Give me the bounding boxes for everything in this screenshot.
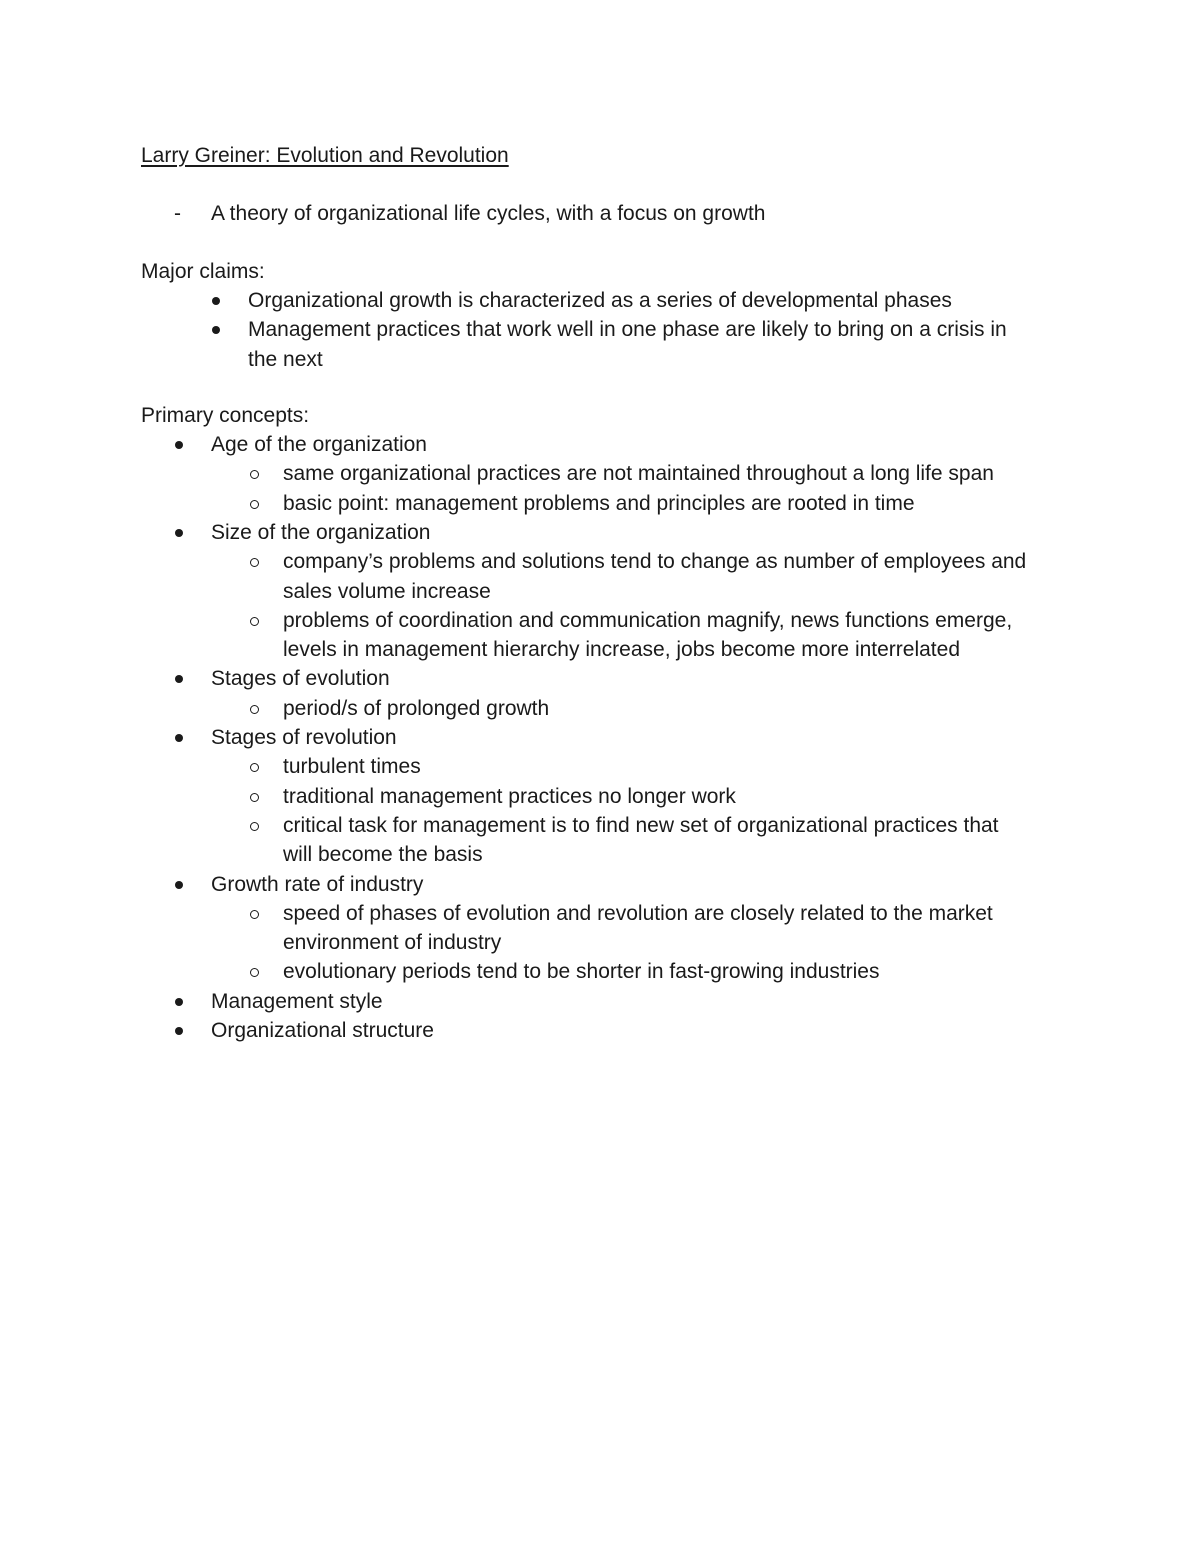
concept-detail: critical task for management is to find new set of organizational practices that [283, 813, 999, 837]
intro-text: A theory of organizational life cycles, with a focus on growth [211, 202, 766, 225]
hollow-bullet-icon [250, 558, 259, 567]
bullet-icon [212, 326, 220, 334]
hollow-bullet-icon [250, 500, 259, 509]
bullet-icon [175, 529, 183, 537]
hollow-bullet-icon [250, 470, 259, 479]
concept-detail: levels in management hierarchy increase, jobs become more interrelated [283, 638, 961, 662]
hollow-bullet-icon [250, 617, 259, 626]
concept-label: Stages of revolution [211, 726, 397, 749]
claim-text: Management practices that work well in one phase are likely to bring on a crisis in [248, 318, 1007, 342]
concept-label: Age of the organization [211, 433, 427, 456]
concept-label: Management style [211, 989, 383, 1013]
primary-concepts-heading: Primary concepts: [141, 404, 310, 427]
hollow-bullet-icon [250, 705, 259, 714]
bullet-icon [175, 998, 183, 1006]
concept-detail: evolutionary periods tend to be shorter in fast-growing industries [283, 960, 880, 984]
concept-detail: traditional management practices no longer work [283, 784, 736, 808]
dash-marker: - [174, 202, 181, 225]
concept-label: Size of the organization [211, 520, 431, 544]
bullet-icon [175, 441, 183, 449]
concept-label: Organizational structure [211, 1019, 434, 1042]
hollow-bullet-icon [250, 910, 259, 919]
bullet-icon [175, 734, 183, 742]
concept-detail: environment of industry [283, 931, 502, 955]
bullet-icon [175, 675, 183, 683]
major-claims-heading: Major claims: [141, 260, 265, 283]
claim-text: the next [248, 347, 323, 371]
concept-detail: turbulent times [283, 755, 421, 779]
document-title: Larry Greiner: Evolution and Revolution [141, 144, 509, 167]
hollow-bullet-icon [250, 793, 259, 802]
bullet-icon [175, 881, 183, 889]
concept-detail: company’s problems and solutions tend to change as number of employees and [283, 550, 1027, 574]
claim-text: Organizational growth is characterized as a series of developmental phases [248, 289, 952, 312]
bullet-icon [212, 297, 220, 305]
hollow-bullet-icon [250, 968, 259, 977]
concept-label: Growth rate of industry [211, 872, 424, 896]
concept-label: Stages of evolution [211, 667, 390, 691]
hollow-bullet-icon [250, 822, 259, 831]
hollow-bullet-icon [250, 763, 259, 772]
concept-detail: will become the basis [283, 843, 483, 867]
concept-detail: same organizational practices are not maintained throughout a long life span [283, 462, 994, 486]
concept-detail: speed of phases of evolution and revolution are closely related to the market [283, 901, 993, 925]
bullet-icon [175, 1027, 183, 1035]
concept-detail: period/s of prolonged growth [283, 696, 550, 720]
concept-detail: problems of coordination and communication magnify, news functions emerge, [283, 608, 1013, 632]
concept-detail: sales volume increase [283, 579, 491, 603]
concept-detail: basic point: management problems and principles are rooted in time [283, 491, 915, 515]
